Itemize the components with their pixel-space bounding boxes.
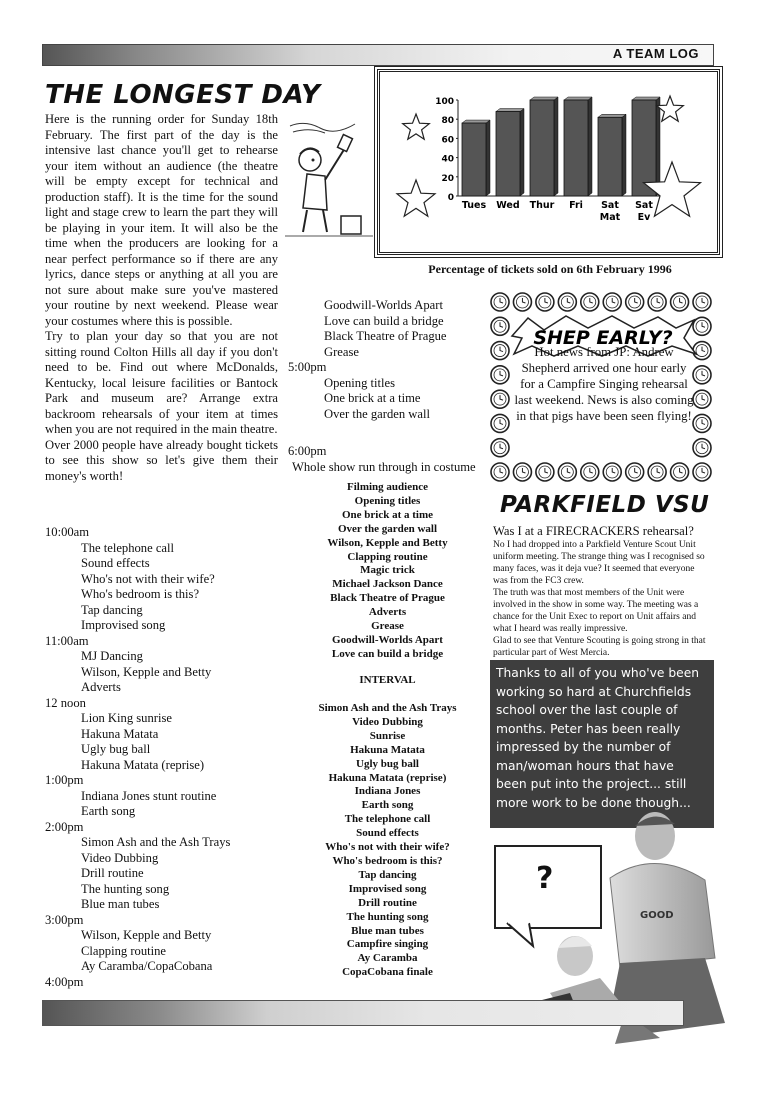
schedule-item: Grease [324,344,359,359]
bar [632,100,656,196]
clock-icon [693,293,711,311]
running-order-item: Video Dubbing [352,715,423,728]
schedule-item: Wilson, Kepple and Betty [81,928,212,942]
schedule-item: Ay Caramba/CopaCobana [81,959,213,973]
vsu-paragraph: Glad to see that Venture Scouting is going strong in that particular part of West Mercia. [493,636,706,658]
schedule-item: Simon Ash and the Ash Trays [81,835,231,849]
clock-icon [581,463,599,481]
schedule-item: Video Dubbing [81,850,159,865]
bar-top [496,109,524,112]
section-title: A TEAM LOG [612,46,699,61]
clock-icon [491,439,509,457]
x-tick-label: Thur [529,200,555,211]
schedule-item: One brick at a time [324,391,421,405]
schedule-item: Ugly bug ball [81,742,151,756]
running-order-part2 [290,702,485,980]
vsu-article [493,523,711,659]
running-order-item: Opening titles [354,494,421,507]
schedule-item: Hakuna Matata [81,726,159,741]
footer-bar [42,1000,684,1026]
schedule-item: Wilson, Kepple and Betty [81,664,212,679]
bar [530,100,554,196]
x-tick-label: Mat [599,212,621,223]
bar-side [554,97,558,196]
schedule-time: 10:00am [45,525,90,539]
running-order-item: Campfire singing [346,938,429,951]
schedule-item: Lion King sunrise [81,711,172,725]
running-order-item: Goodwill-Worlds Apart [332,633,443,646]
bar [598,117,622,196]
schedule-time: 3:00pm [45,912,84,927]
clock-icon [693,414,711,432]
clock-icon [491,366,509,384]
running-order-item: Sound effects [356,827,419,840]
running-order-item: One brick at a time [341,508,434,521]
running-order-item: Love can build a bridge [331,647,444,660]
clock-icon [603,293,621,311]
interval-label: INTERVAL [359,674,416,686]
clock-icon [581,293,599,311]
schedule-item: Over the garden wall [324,406,430,421]
bar-side [588,97,592,196]
star-icon [403,114,430,139]
shep-body: Hot news from JP: Andrew Shepherd arrived one hour early for a Campfire Singing rehearsal last weekend. News is also coming in that pigs have been seen flying! [514,345,694,423]
clock-icon [491,293,509,311]
plan-paragraph: Try to plan your day so that you are not sitting round Colton Hills all day if you don't need to be. Find out where McDonalds, Kentucky, local leisure facilities or Bantock Park and museum are? Arrange extra backroom rehearsals of your item at times when you are not required in the main theatre. [45,329,278,436]
running-order-item: The hunting song [346,910,429,923]
y-tick-label: 100 [435,97,454,107]
running-order-item: Over the garden wall [337,522,438,535]
schedule-item: Sound effects [81,556,150,570]
schedule-item: Black Theatre of Prague [324,329,447,343]
clock-icon [491,463,509,481]
clock-icon [693,439,711,457]
y-tick-label: 0 [447,193,454,203]
vsu-paragraph: The truth was that most members of the Unit were involved in the show in some way. The meeting was a chance for the Unit Exec to report on Unit affairs and what I heard was really impressive. [493,588,699,634]
schedule-item: Who's bedroom is this? [81,587,200,601]
intro-paragraph: Here is the running order for Sunday 18th February. The first part of the day is the intensive last chance you'll get to rehearse your item without an audience (the theatre will be empty except for technical and production staff). It is the time for the sound light and stage crew to learn the part they will be playing in your item. It will also be the time when the producers are looking for a near perfect performance so if there are any lyrics, dance steps or anything at all you are not sure about make sure you've mastered your routine by next weekend. Please wear your costumes where this is possible. [45,112,278,328]
question-mark: ? [536,861,554,896]
schedule-left [45,525,285,990]
clock-icon [558,463,576,481]
clock-icon [671,293,689,311]
schedule-time: 5:00pm [288,360,327,374]
x-tick-label: Sat [601,200,619,211]
y-tick-label: 20 [441,173,454,184]
schedule-item: Drill routine [81,866,144,880]
running-order-item: Who's bedroom is this? [332,854,443,867]
schedule-item: Indiana Jones stunt routine [81,788,217,803]
running-order-item: Clapping routine [347,550,428,563]
running-order-item: Drill routine [358,896,417,909]
running-order-item: CopaCobana finale [342,966,433,979]
schedule-item: Clapping routine [81,943,166,958]
clock-icon [648,463,666,481]
bar-side [656,97,660,196]
schedule-item: Earth song [81,804,136,818]
running-order-item: Michael Jackson Dance [332,578,443,591]
schedule-item: Love can build a bridge [324,313,444,328]
bar-top [462,120,490,123]
schedule-item: Tap dancing [81,602,143,617]
clock-icon [491,414,509,432]
bar [564,100,588,196]
running-order-item: Wilson, Kepple and Betty [327,536,448,549]
running-order-item: Sunrise [369,729,406,742]
running-order-item: Grease [371,620,404,633]
running-order-item: Who's not with their wife? [325,841,450,854]
bar-top [530,97,558,100]
continued-items [324,298,488,360]
bar-side [486,120,490,196]
schedule-time: 11:00am [45,633,89,648]
bar-top [598,114,626,117]
painter-cartoon [285,118,373,240]
schedule-time: 2:00pm [45,819,84,834]
x-tick-label: Sat [635,200,653,211]
running-order-item: Simon Ash and the Ash Trays [318,702,457,714]
article-title: THE LONGEST DAY [45,80,321,110]
ticket-sales-chart [380,72,717,252]
clock-icon [491,390,509,408]
schedule-item: The telephone call [81,540,175,555]
bar [496,112,520,196]
running-order-item: Ugly bug ball [356,757,419,770]
running-order-item: Filming audience [347,481,428,493]
schedule-item: Blue man tubes [81,897,160,911]
x-tick-label: Ev [637,212,651,223]
article-intro [45,112,278,484]
five-pm-items [324,376,488,423]
bar-top [632,97,660,100]
y-tick-label: 80 [441,116,454,127]
schedule-time: 1:00pm [45,773,84,787]
clock-icon [536,293,554,311]
vsu-lead: Was I at a FIRECRACKERS rehearsal? [493,524,694,538]
chart-caption: Percentage of tickets sold on 6th February 1996 [428,262,672,276]
bar [462,123,486,196]
running-order-item: Adverts [368,606,407,619]
running-order-item: Improvised song [348,882,427,895]
schedule-time: 4:00pm [45,974,84,989]
running-order-item: Indiana Jones [354,785,421,798]
schedule-item: Hakuna Matata (reprise) [81,757,205,772]
schedule-item: MJ Dancing [81,649,143,663]
bar-side [622,114,626,196]
clock-icon [693,390,711,408]
header-bar [42,44,714,66]
thanks-box: Thanks to all of you who've been working so hard at Churchfields school over the last couple of months. Peter has been really impressed by the number of man/woman hours that have been put into the project... still more work to be done though... [490,660,714,828]
clock-icon [491,317,509,335]
clock-icon [603,463,621,481]
schedule-item: Improvised song [81,618,166,632]
clock-icon [513,293,531,311]
bar-top [564,97,592,100]
running-order-item: Magic trick [360,564,415,577]
clock-icon [671,463,689,481]
svg-text:GOOD: GOOD [640,910,674,921]
bar-side [520,109,524,196]
clock-icon [626,463,644,481]
running-order-item: Ay Caramba [357,952,418,965]
vsu-title: PARKFIELD VSU [500,492,710,518]
running-order-item: Earth song [361,799,414,812]
y-tick-label: 60 [441,135,454,146]
clock-icon [536,463,554,481]
clock-icon [558,293,576,311]
clock-icon [693,463,711,481]
vsu-paragraph: No I had dropped into a Parkfield Venture Scout Unit uniform meeting. The strange thing was I recognised so many faces, was it deja vue? It seemed that everyone was from the FC3 crew. [493,540,705,586]
schedule-time: 6:00pm [288,444,327,458]
schedule-time: 12 noon [45,695,86,710]
shep-title: SHEP EARLY? [533,327,673,349]
clock-icon [513,463,531,481]
running-order-item: Black Theatre of Prague [330,592,445,605]
schedule-item: Opening titles [324,375,396,390]
star-icon [657,96,684,121]
running-order-part1 [290,481,485,662]
ticket-chart-frame [377,69,720,255]
star-icon [397,180,435,216]
schedule-item: Adverts [81,680,121,694]
tickets-paragraph: Over 2000 people have already bought tickets to see this show so let's give them their money's worth! [45,437,278,483]
clock-icon [626,293,644,311]
x-tick-label: Wed [496,200,520,211]
running-order-item: The telephone call [344,813,431,826]
x-tick-label: Tues [461,200,487,211]
clock-icon [491,342,509,360]
running-order-item: Tap dancing [358,868,417,881]
clock-icon [693,366,711,384]
running-order-item: Hakuna Matata [350,743,425,756]
x-tick-label: Fri [569,200,583,211]
running-order-item: Hakuna Matata (reprise) [328,771,447,784]
run-through-label: Whole show run through in costume [292,459,476,474]
schedule-item: Who's not with their wife? [81,571,215,586]
running-order-item: Blue man tubes [351,924,424,937]
schedule-item: The hunting song [81,881,170,896]
schedule-item: Goodwill-Worlds Apart [324,298,443,312]
y-tick-label: 40 [441,154,454,165]
schedule-mid [288,298,488,475]
clock-icon [648,293,666,311]
